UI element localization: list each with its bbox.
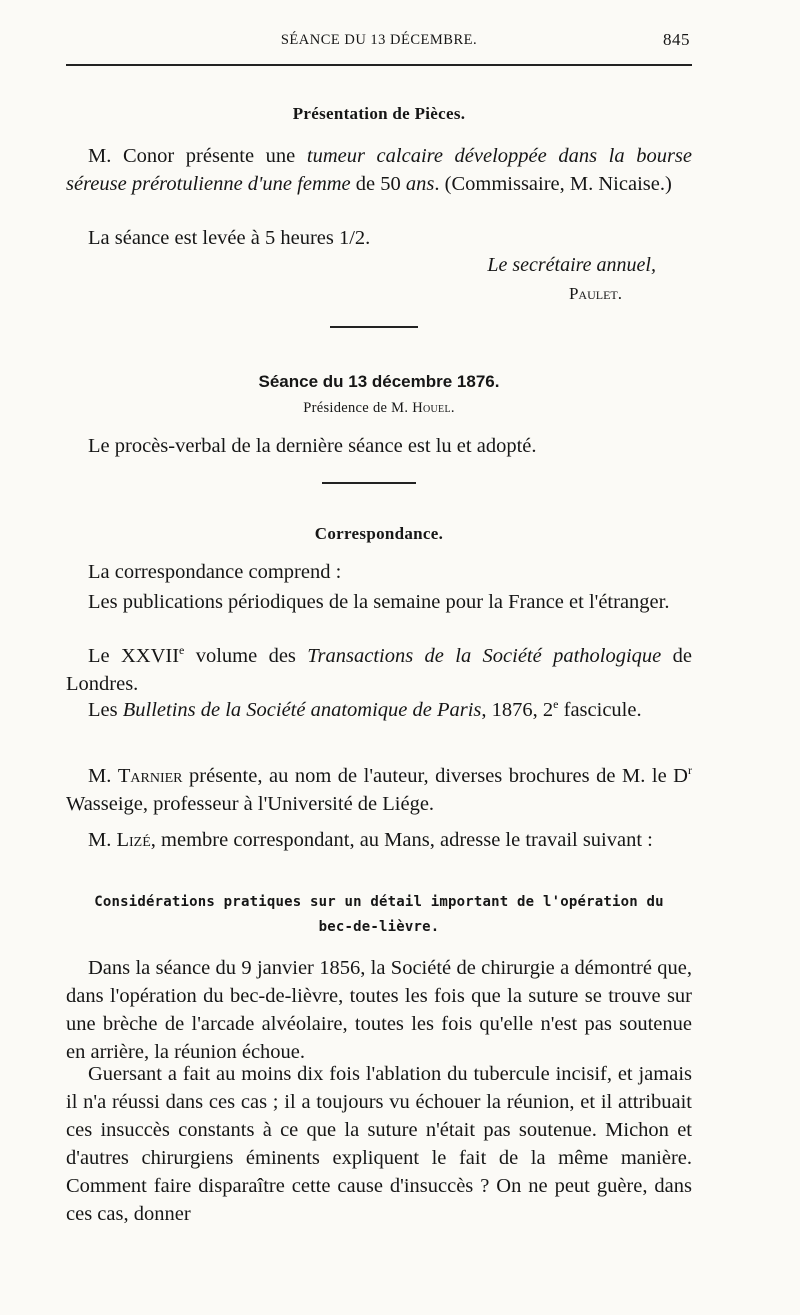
paragraph-article-2: Guersant a fait au moins dix fois l'ablation du tubercule incisif, et jamais il n'a réussi dans ces cas ; il a toujours vu échouer la réunion, et il attribuait ces insuccès constants à ce que la suture n'était pas soutenue. Michon et d'autres chirurgiens éminents expliquent le fait de la même manière. Comment faire disparaître cette cause d'insuccès ? On ne peut guère, dans ces cas, donner — [66, 1063, 692, 1225]
section-title-correspondance: Correspondance. — [314, 524, 444, 543]
signature-role: Le secrétaire annuel, — [487, 254, 656, 276]
section-divider — [322, 482, 416, 484]
paragraph-seance-levee: La séance est levée à 5 heures 1/2. — [88, 227, 371, 249]
paragraph-conor: M. Conor présente une tumeur calcaire développée dans la bourse séreuse prérotulienne d'une femme de 50 ans. (Commissaire, M. Nicaise.) — [66, 145, 692, 195]
paragraph-lize: M. Lizé, membre correspondant, au Mans, adresse le travail suivant : — [88, 829, 653, 851]
paragraph-article-1: Dans la séance du 9 janvier 1856, la Société de chirurgie a démontré que, dans l'opération du bec-de-lièvre, toutes les fois que la suture se trouve sur une brèche de l'arcade alvéolaire, toutes les fois qu'elle n'est pas soutenue en arrière, la réunion échoue. — [66, 957, 692, 1063]
author-name-tarnier: Tarnier — [117, 765, 183, 787]
paragraph-tarnier: M. Tarnier présente, au nom de l'auteur, diverses brochures de M. le $D^r$ Wasseige, professeur à l'Université de Liége. — [66, 763, 692, 815]
tumeur-description: tumeur calcaire développée dans la bourse séreuse prérotulienne d'une femme — [66, 145, 692, 195]
running-header — [66, 32, 692, 54]
section-divider — [330, 326, 418, 328]
author-name-lize: Lizé — [116, 829, 151, 851]
running-title: SÉANCE DU 13 DÉCEMBRE. — [280, 32, 478, 48]
page-number: 845 — [663, 30, 690, 49]
header-rule — [66, 64, 692, 66]
section-title-presentation: Présentation de Pièces. — [292, 104, 466, 123]
paragraph-correspondance-intro: La correspondance comprend : — [88, 561, 342, 583]
signature-name: Paulet. — [568, 284, 622, 303]
article-title: Considérations pratiques sur un détail important de l'opération du bec-de-lièvre. — [94, 894, 664, 935]
paragraph-transactions: Le XXVIIe volume des Transactions de la Société pathologique de Londres. — [66, 643, 692, 695]
paragraph-proces-verbal: Le procès-verbal de la dernière séance est lu et adopté. — [88, 435, 537, 457]
presidence-line: Présidence de M. Houel. — [303, 400, 455, 416]
seance-title: Séance du 13 décembre 1876. — [258, 372, 500, 391]
paragraph-publications: Les publications périodiques de la semaine pour la France et l'étranger. — [88, 591, 670, 613]
paragraph-bulletins: Les Bulletins de la Société anatomique de Paris, 1876, 2e fascicule. — [88, 697, 642, 721]
president-name: Houel. — [412, 400, 455, 416]
